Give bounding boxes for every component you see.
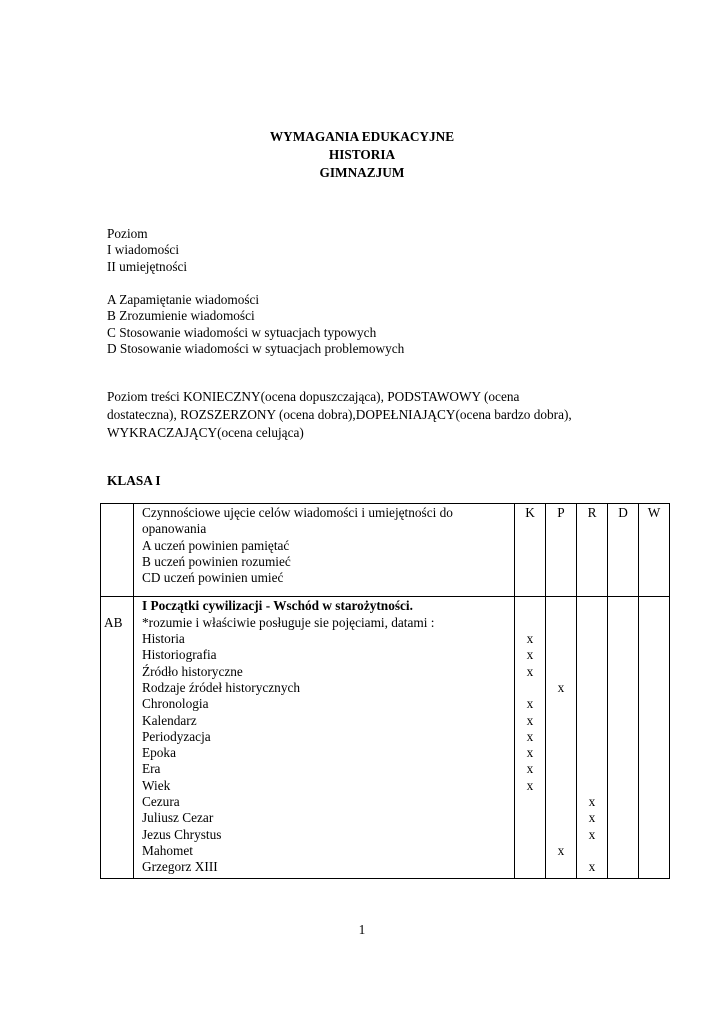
mark-p: x [557, 679, 565, 695]
mark-p [549, 827, 573, 843]
mark-k: x [526, 777, 534, 793]
levels-block [107, 226, 627, 275]
categories-block [107, 292, 627, 357]
mark-k: x [526, 745, 534, 761]
column-label: K [525, 505, 535, 520]
mark-r [580, 631, 604, 647]
mark-w [642, 761, 666, 777]
mark-w [642, 827, 666, 843]
mark-w [642, 647, 666, 663]
column-header-d [608, 504, 639, 597]
level-item: I wiadomości [107, 242, 180, 258]
mark-p [549, 859, 573, 875]
column-label: D [618, 505, 628, 520]
column-header-r [577, 504, 608, 597]
column-label: P [557, 505, 565, 520]
title-line-1: WYMAGANIA EDUKACYJNE [269, 129, 455, 144]
marks-column-d [608, 597, 639, 878]
header-desc-line: CD uczeń powinien umieć [142, 570, 284, 586]
mark-k: x [526, 696, 534, 712]
header-description-cell [134, 504, 515, 597]
mark-d [611, 680, 635, 696]
mark-w [642, 843, 666, 859]
mark-w [642, 810, 666, 826]
term-item: Historia [142, 631, 185, 647]
mark-r [580, 664, 604, 680]
mark-k [518, 827, 542, 843]
term-item: Mahomet [142, 842, 193, 858]
term-item: Historiografia [142, 647, 217, 663]
term-item: Chronologia [142, 696, 209, 712]
mark-d [611, 745, 635, 761]
mark-w [642, 713, 666, 729]
term-item: Źródło historyczne [142, 663, 243, 679]
mark-d [611, 664, 635, 680]
header-code-cell [101, 504, 134, 597]
requirements-table [100, 503, 670, 879]
mark-r [580, 713, 604, 729]
term-item: Wiek [142, 777, 171, 793]
document-title [0, 128, 724, 182]
mark-d [611, 843, 635, 859]
mark-d [611, 631, 635, 647]
mark-p [549, 745, 573, 761]
mark-p [549, 778, 573, 794]
mark-k [518, 843, 542, 859]
mark-r [580, 745, 604, 761]
table-section-row [101, 597, 670, 878]
mark-d [611, 859, 635, 875]
term-item: Cezura [142, 794, 180, 810]
mark-d [611, 778, 635, 794]
mark-k [518, 810, 542, 826]
mark-d [611, 810, 635, 826]
terms-cell [134, 597, 515, 878]
mark-d [611, 794, 635, 810]
title-line-2: HISTORIA [328, 147, 396, 162]
mark-r: x [588, 794, 596, 810]
header-desc-line: opanowania [142, 521, 207, 537]
term-item: Grzegorz XIII [142, 859, 218, 875]
category-item: C Stosowanie wiadomości w sytuacjach typowych [107, 324, 377, 340]
mark-w [642, 745, 666, 761]
section-code: AB [104, 614, 123, 630]
column-header-p [546, 504, 577, 597]
content-levels-line: WYKRACZAJĄCY(ocena celująca) [107, 425, 304, 440]
term-item: Epoka [142, 745, 176, 761]
mark-p [549, 794, 573, 810]
class-heading: KLASA I [107, 473, 161, 488]
mark-d [611, 696, 635, 712]
term-item: Kalendarz [142, 712, 197, 728]
mark-k: x [526, 761, 534, 777]
header-desc-line: A uczeń powinien pamiętać [142, 537, 290, 553]
mark-k: x [526, 712, 534, 728]
mark-r [580, 696, 604, 712]
mark-k [518, 680, 542, 696]
mark-k [518, 794, 542, 810]
marks-column-p [546, 597, 577, 878]
header-desc-line: Czynnościowe ujęcie celów wiadomości i umiejętności do [142, 505, 453, 520]
mark-p [549, 810, 573, 826]
mark-k: x [526, 647, 534, 663]
mark-w [642, 859, 666, 875]
table-header-row [101, 504, 670, 597]
category-item: D Stosowanie wiadomości w sytuacjach problemowych [107, 340, 405, 356]
mark-p [549, 761, 573, 777]
column-label: W [647, 505, 661, 520]
category-item: A Zapamiętanie wiadomości [107, 292, 260, 307]
content-levels-paragraph [107, 388, 627, 442]
mark-r [580, 647, 604, 663]
content-levels-line: dostateczna), ROZSZERZONY (ocena dobra),DOPEŁNIAJĄCY(ocena bardzo dobra), [107, 407, 572, 422]
mark-d [611, 713, 635, 729]
mark-d [611, 761, 635, 777]
mark-p [549, 713, 573, 729]
column-header-w [639, 504, 670, 597]
column-label: R [587, 505, 597, 520]
mark-w [642, 664, 666, 680]
mark-k [518, 859, 542, 875]
section-title: I Początki cywilizacji - Wschód w starożytności. [142, 598, 413, 614]
mark-p [549, 729, 573, 745]
mark-w [642, 680, 666, 696]
mark-k: x [526, 631, 534, 647]
mark-p: x [557, 842, 565, 858]
marks-column-k [515, 597, 546, 878]
mark-r [580, 843, 604, 859]
section-code-cell [101, 597, 134, 878]
mark-r [580, 729, 604, 745]
mark-d [611, 729, 635, 745]
category-item: B Zrozumienie wiadomości [107, 308, 255, 324]
mark-r: x [588, 826, 596, 842]
mark-r [580, 761, 604, 777]
mark-r: x [588, 810, 596, 826]
mark-p [549, 664, 573, 680]
header-desc-line: B uczeń powinien rozumieć [142, 553, 291, 569]
section-intro: *rozumie i właściwie posługuje sie pojęciami, datami : [142, 614, 435, 630]
mark-d [611, 647, 635, 663]
mark-r [580, 778, 604, 794]
term-item: Era [142, 761, 161, 777]
term-item: Juliusz Cezar [142, 810, 214, 826]
mark-r [580, 680, 604, 696]
term-item: Jezus Chrystus [142, 826, 222, 842]
page-number: 1 [358, 922, 366, 937]
mark-w [642, 794, 666, 810]
title-line-3: GIMNAZJUM [319, 165, 405, 180]
mark-w [642, 696, 666, 712]
mark-p [549, 631, 573, 647]
term-item: Periodyzacja [142, 728, 211, 744]
mark-w [642, 631, 666, 647]
marks-column-w [639, 597, 670, 878]
level-item: II umiejętności [107, 258, 188, 274]
mark-k: x [526, 728, 534, 744]
term-item: Rodzaje źródeł historycznych [142, 679, 301, 695]
mark-p [549, 696, 573, 712]
mark-p [549, 647, 573, 663]
mark-d [611, 827, 635, 843]
marks-column-r [577, 597, 608, 878]
mark-w [642, 778, 666, 794]
column-header-k [515, 504, 546, 597]
mark-r: x [588, 859, 596, 875]
content-levels-line: Poziom treści KONIECZNY(ocena dopuszczająca), PODSTAWOWY (ocena [107, 389, 520, 404]
mark-w [642, 729, 666, 745]
mark-k: x [526, 663, 534, 679]
levels-heading: Poziom [107, 226, 148, 241]
